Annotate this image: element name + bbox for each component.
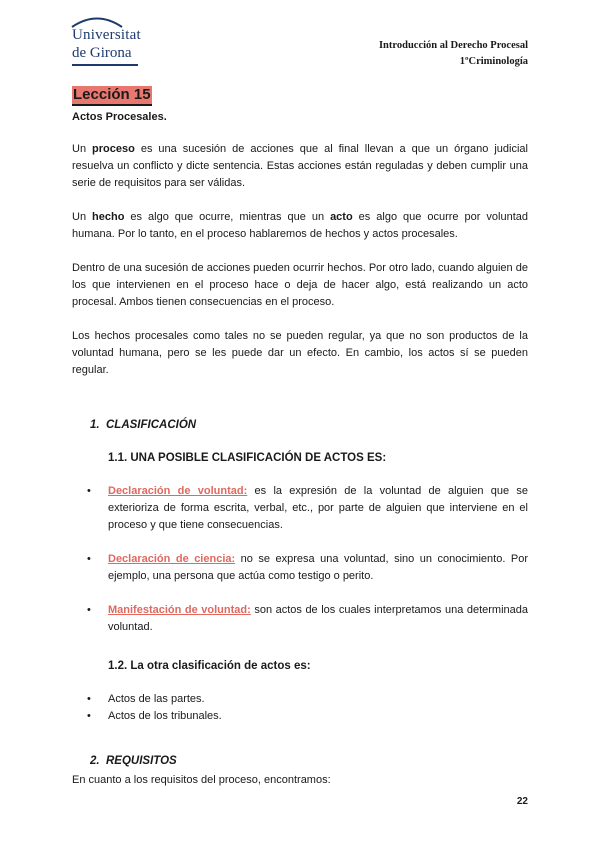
lesson-subtitle: Actos Procesales. bbox=[72, 111, 167, 123]
section-number: 1. bbox=[90, 419, 100, 431]
term-definition: es la expresión de la voluntad de alguien que se exterioriza de forma escrita, verbal, etc., por parte de alguien que interviene en el proceso y que tiene consecuencias. bbox=[108, 485, 528, 531]
section-heading-requisitos bbox=[90, 753, 528, 770]
text-run: es algo que ocurre, mientras que un bbox=[124, 211, 331, 223]
bullet-icon: • bbox=[87, 693, 91, 705]
bullet-icon: • bbox=[87, 710, 91, 722]
term-declaracion-ciencia: Declaración de ciencia: bbox=[108, 553, 236, 565]
classification-list bbox=[72, 483, 528, 636]
bold-term-hecho: hecho bbox=[92, 211, 125, 223]
bold-term-proceso: proceso bbox=[92, 143, 135, 155]
section-title: REQUISITOS bbox=[105, 755, 177, 767]
requisitos-intro: En cuanto a los requisitos del proceso, encontramos: bbox=[72, 774, 331, 786]
list-item bbox=[72, 483, 528, 534]
bullet-icon: • bbox=[87, 485, 91, 497]
acts-list bbox=[72, 691, 528, 725]
paragraph-sucesion: Dentro de una sucesión de acciones pueden ocurrir hechos. Por otro lado, cuando alguien de los que intervienen en el proceso hace o deja de hacer algo, está realizando un acto procesal. Ambos tienen consecuencias en el proceso. bbox=[72, 262, 528, 308]
section-heading-clasificacion bbox=[90, 417, 528, 434]
document-body bbox=[72, 86, 528, 789]
text-run: es una sucesión de acciones que al final llevan a que un órgano judicial resuelva un conflicto y dicte sentencia. Estas acciones están reguladas y deben cumplir una serie de requisitos para ser válidas. bbox=[72, 143, 528, 189]
bullet-icon: • bbox=[87, 604, 91, 616]
list-item bbox=[72, 602, 528, 636]
course-subtitle: 1ºCriminología bbox=[459, 56, 528, 67]
logo-text-line1: Universitat bbox=[72, 27, 141, 43]
term-declaracion-voluntad: Declaración de voluntad: bbox=[108, 485, 248, 497]
logo-text-line2: de Girona bbox=[72, 45, 132, 61]
course-title: Introducción al Derecho Procesal bbox=[378, 40, 528, 51]
term-definition: son actos de los cuales interpretamos una determinada voluntad. bbox=[108, 604, 529, 633]
list-item bbox=[72, 708, 528, 725]
list-item-text: Actos de los tribunales. bbox=[108, 710, 222, 722]
bold-term-acto: acto bbox=[330, 211, 353, 223]
term-definition: no se expresa una voluntad, sino un conocimiento. Por ejemplo, una persona que actúa como testigo o perito. bbox=[108, 553, 528, 582]
subsection-heading-1-2: 1.2. La otra clasificación de actos es: bbox=[108, 660, 311, 672]
page-header bbox=[379, 38, 528, 70]
list-item-text: Actos de las partes. bbox=[108, 693, 205, 705]
list-item bbox=[72, 691, 528, 708]
text-run: Un bbox=[72, 211, 93, 223]
paragraph-proceso bbox=[72, 141, 528, 192]
section-title: CLASIFICACIÓN bbox=[105, 419, 197, 431]
text-run: Un bbox=[72, 143, 93, 155]
paragraph-regulacion: Los hechos procesales como tales no se pueden regular, ya que no son productos de la voluntad humana, pero se les puede dar un efecto. En cambio, los actos sí se pueden regular. bbox=[72, 330, 528, 376]
university-logo bbox=[70, 16, 150, 68]
list-item bbox=[72, 551, 528, 585]
paragraph-hecho-acto bbox=[72, 209, 528, 243]
term-manifestacion-voluntad: Manifestación de voluntad: bbox=[108, 604, 251, 616]
bullet-icon: • bbox=[87, 553, 91, 565]
section-number: 2. bbox=[90, 755, 100, 767]
logo-underline bbox=[72, 64, 138, 66]
text-run: es algo que ocurre por voluntad humana. Por lo tanto, en el proceso hablaremos de hechos y actos procesales. bbox=[72, 211, 528, 240]
lesson-title: Lección 15 bbox=[72, 86, 152, 106]
page-number: 22 bbox=[516, 796, 528, 807]
subsection-heading-1-1: 1.1. UNA POSIBLE CLASIFICACIÓN DE ACTOS ES: bbox=[108, 452, 387, 464]
